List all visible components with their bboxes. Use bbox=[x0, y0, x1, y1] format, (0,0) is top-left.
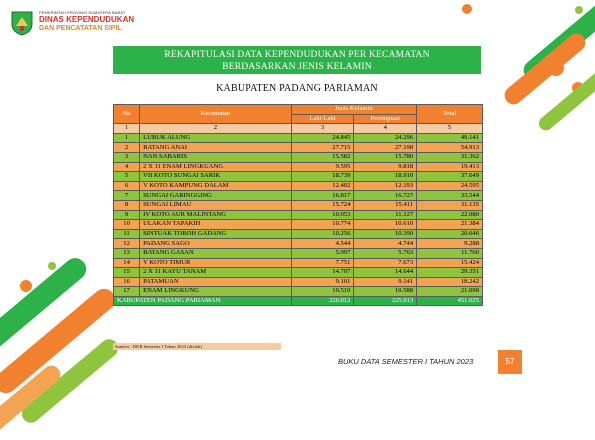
title-banner bbox=[113, 46, 481, 74]
row-perempuan: 14.644 bbox=[354, 268, 417, 278]
row-kecamatan: V KOTO KAMPUNG DALAM bbox=[140, 181, 292, 191]
row-total: 20.646 bbox=[417, 229, 483, 239]
row-kecamatan: 2 X 11 ENAM LINGKUANG bbox=[140, 162, 292, 172]
row-total: 33.544 bbox=[417, 191, 483, 201]
header-kecamatan: Kecamatan bbox=[140, 105, 292, 124]
row-no: 15 bbox=[114, 268, 140, 278]
header-total: Total bbox=[417, 105, 483, 124]
row-perempuan: 15.780 bbox=[354, 152, 417, 162]
row-no: 8 bbox=[114, 200, 140, 210]
row-kecamatan: SUNGAI GARINGGING bbox=[140, 191, 292, 201]
row-no: 11 bbox=[114, 229, 140, 239]
row-total: 31.362 bbox=[417, 152, 483, 162]
table-row bbox=[114, 152, 483, 162]
population-table bbox=[113, 104, 483, 306]
row-no: 9 bbox=[114, 210, 140, 220]
row-laki: 10.256 bbox=[291, 229, 354, 239]
row-no: 6 bbox=[114, 181, 140, 191]
row-no: 14 bbox=[114, 258, 140, 268]
row-total: 11.760 bbox=[417, 248, 483, 258]
row-laki: 12.402 bbox=[291, 181, 354, 191]
row-kecamatan: ENAM LINGKUNG bbox=[140, 287, 292, 297]
row-kecamatan: NAN SABARIS bbox=[140, 152, 292, 162]
table-row bbox=[114, 200, 483, 210]
row-perempuan: 7.673 bbox=[354, 258, 417, 268]
row-total: 54.913 bbox=[417, 143, 483, 153]
row-total: 18.242 bbox=[417, 277, 483, 287]
row-laki: 27.715 bbox=[291, 143, 354, 153]
footer-title: BUKU DATA SEMESTER I TAHUN 2023 bbox=[338, 357, 474, 366]
row-no: 5 bbox=[114, 172, 140, 182]
row-no: 2 bbox=[114, 143, 140, 153]
total-label: KABUPATEN PADANG PARIAMAN bbox=[114, 296, 292, 306]
row-total: 49.141 bbox=[417, 133, 483, 143]
decor-dot bbox=[48, 262, 56, 270]
row-perempuan: 9.141 bbox=[354, 277, 417, 287]
row-laki: 4.544 bbox=[291, 239, 354, 249]
table-row bbox=[114, 133, 483, 143]
row-total: 22.080 bbox=[417, 210, 483, 220]
org-name: DINAS KEPENDUDUKAN bbox=[39, 15, 135, 24]
row-total: 37.649 bbox=[417, 172, 483, 182]
row-perempuan: 10.390 bbox=[354, 229, 417, 239]
row-laki: 14.707 bbox=[291, 268, 354, 278]
row-kecamatan: PADANG SAGO bbox=[140, 239, 292, 249]
row-laki: 9.101 bbox=[291, 277, 354, 287]
row-kecamatan: V KOTO TIMUR bbox=[140, 258, 292, 268]
row-laki: 15.724 bbox=[291, 200, 354, 210]
total-laki: 226.012 bbox=[291, 296, 354, 306]
row-no: 10 bbox=[114, 220, 140, 230]
header-no: No bbox=[114, 105, 140, 124]
table-row bbox=[114, 172, 483, 182]
row-perempuan: 16.727 bbox=[354, 191, 417, 201]
column-number-row bbox=[114, 124, 483, 134]
row-laki: 10.510 bbox=[291, 287, 354, 297]
row-no: 12 bbox=[114, 239, 140, 249]
total-total: 451.025 bbox=[417, 296, 483, 306]
row-total: 19.413 bbox=[417, 162, 483, 172]
row-total: 21.098 bbox=[417, 287, 483, 297]
agency-logo bbox=[10, 10, 134, 36]
row-no: 1 bbox=[114, 133, 140, 143]
row-perempuan: 10.588 bbox=[354, 287, 417, 297]
row-total: 9.288 bbox=[417, 239, 483, 249]
column-number: 3 bbox=[291, 124, 354, 134]
table-row bbox=[114, 287, 483, 297]
row-total: 21.384 bbox=[417, 220, 483, 230]
row-no: 13 bbox=[114, 248, 140, 258]
row-laki: 16.817 bbox=[291, 191, 354, 201]
total-row bbox=[114, 296, 483, 306]
row-kecamatan: PATAMUAN bbox=[140, 277, 292, 287]
table-row bbox=[114, 191, 483, 201]
row-no: 16 bbox=[114, 277, 140, 287]
decor-dot bbox=[20, 280, 32, 292]
decor-dot bbox=[462, 4, 472, 14]
column-number: 5 bbox=[417, 124, 483, 134]
row-perempuan: 5.763 bbox=[354, 248, 417, 258]
row-kecamatan: SUNGAI LIMAU bbox=[140, 200, 292, 210]
shield-emblem-icon bbox=[10, 10, 34, 36]
row-laki: 7.751 bbox=[291, 258, 354, 268]
row-perempuan: 9.818 bbox=[354, 162, 417, 172]
total-perempuan: 225.013 bbox=[354, 296, 417, 306]
column-number: 1 bbox=[114, 124, 140, 134]
decor-dot bbox=[575, 6, 583, 14]
row-total: 29.351 bbox=[417, 268, 483, 278]
row-laki: 24.845 bbox=[291, 133, 354, 143]
row-perempuan: 24.296 bbox=[354, 133, 417, 143]
title-line-2: BERDASARKAN JENIS KELAMIN bbox=[222, 62, 372, 72]
row-laki: 10.953 bbox=[291, 210, 354, 220]
row-kecamatan: SINTUAK TOBOH GADANG bbox=[140, 229, 292, 239]
row-kecamatan: ULAKAN TAPAKIH bbox=[140, 220, 292, 230]
row-laki: 18.739 bbox=[291, 172, 354, 182]
row-kecamatan: BATANG GASAN bbox=[140, 248, 292, 258]
row-perempuan: 10.610 bbox=[354, 220, 417, 230]
row-laki: 10.774 bbox=[291, 220, 354, 230]
table-row bbox=[114, 143, 483, 153]
row-laki: 9.595 bbox=[291, 162, 354, 172]
table-row bbox=[114, 277, 483, 287]
org-name-sub: DAN PENCATATAN SIPIL bbox=[39, 25, 122, 32]
title-line-1: REKAPITULASI DATA KEPENDUDUKAN PER KECAMATAN bbox=[164, 50, 430, 60]
table-row bbox=[114, 268, 483, 278]
column-number: 4 bbox=[354, 124, 417, 134]
row-total: 31.135 bbox=[417, 200, 483, 210]
row-kecamatan: IV KOTO AUR MALINTANG bbox=[140, 210, 292, 220]
row-no: 4 bbox=[114, 162, 140, 172]
table-row bbox=[114, 258, 483, 268]
table-row bbox=[114, 181, 483, 191]
page-number: 57 bbox=[498, 350, 522, 374]
row-perempuan: 4.744 bbox=[354, 239, 417, 249]
table-row bbox=[114, 162, 483, 172]
row-perempuan: 18.910 bbox=[354, 172, 417, 182]
row-laki: 15.582 bbox=[291, 152, 354, 162]
table-row bbox=[114, 248, 483, 258]
header-perempuan: Perempuan bbox=[354, 114, 417, 124]
row-kecamatan: 2 X 11 KAYU TANAM bbox=[140, 268, 292, 278]
row-perempuan: 15.411 bbox=[354, 200, 417, 210]
row-no: 17 bbox=[114, 287, 140, 297]
table-row bbox=[114, 210, 483, 220]
row-kecamatan: VII KOTO SUNGAI SARIK bbox=[140, 172, 292, 182]
table-row bbox=[114, 220, 483, 230]
row-kecamatan: LUBUK ALUNG bbox=[140, 133, 292, 143]
table-row bbox=[114, 229, 483, 239]
row-perempuan: 27.198 bbox=[354, 143, 417, 153]
row-perempuan: 12.193 bbox=[354, 181, 417, 191]
row-no: 7 bbox=[114, 191, 140, 201]
row-laki: 5.997 bbox=[291, 248, 354, 258]
row-total: 15.424 bbox=[417, 258, 483, 268]
header-jenis-kelamin: Jenis Kelamin bbox=[291, 105, 416, 115]
org-province: PEMERINTAH PROVINSI SUMATERA BARAT bbox=[39, 10, 126, 15]
source-note: Sumber : DKB Semester I Tahun 2023 (diolah) bbox=[113, 343, 281, 350]
table-row bbox=[114, 239, 483, 249]
column-number: 2 bbox=[140, 124, 292, 134]
row-perempuan: 11.127 bbox=[354, 210, 417, 220]
row-no: 3 bbox=[114, 152, 140, 162]
row-total: 24.595 bbox=[417, 181, 483, 191]
row-kecamatan: BATANG ANAI bbox=[140, 143, 292, 153]
regency-title: KABUPATEN PADANG PARIAMAN bbox=[216, 83, 378, 94]
header-laki: Laki-Laki bbox=[291, 114, 354, 124]
